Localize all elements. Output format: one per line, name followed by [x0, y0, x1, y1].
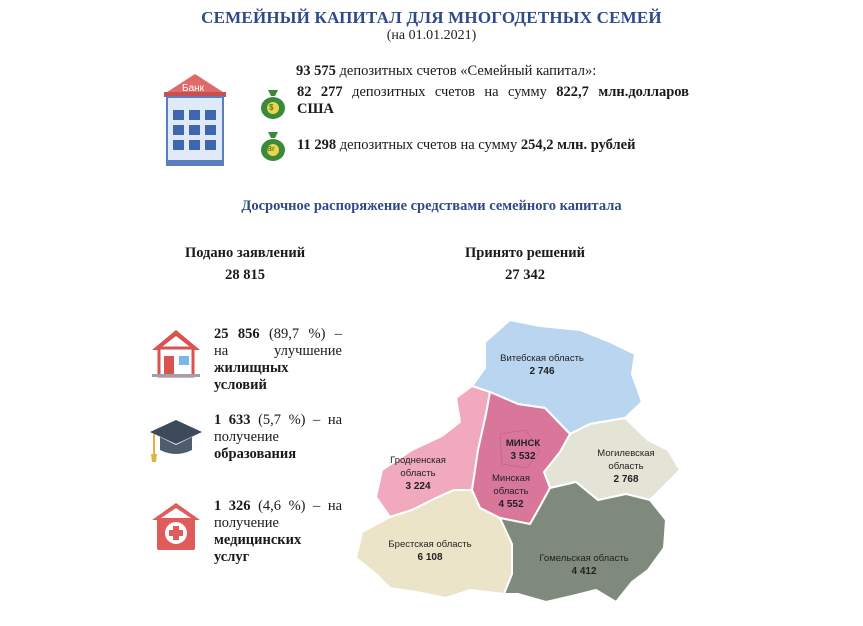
decisions-label: Принято решений	[465, 245, 585, 261]
accounts-byr-text: депозитных счетов на сумму	[339, 137, 518, 153]
housing-text	[214, 326, 342, 394]
medical-count: 1 326	[214, 498, 251, 514]
accounts-total-count: 93 575	[296, 63, 336, 79]
housing-word: улучшение	[274, 343, 342, 359]
medical-text	[214, 498, 342, 566]
bank-label: Банк	[182, 83, 205, 94]
education-dash: – на	[313, 412, 343, 428]
accounts-usd-amount-cont: США	[297, 101, 334, 117]
housing-percent: (89,7 %)	[268, 326, 326, 342]
applications-label: Подано заявлений	[184, 245, 306, 261]
decisions-value: 27 342	[505, 267, 545, 283]
page-title: СЕМЕЙНЫЙ КАПИТАЛ ДЛЯ МНОГОДЕТНЫХ СЕМЕЙ	[201, 8, 662, 27]
label-grodno	[378, 454, 458, 493]
label-minsk-city-value: 3 532	[510, 451, 536, 462]
label-brest-name: Брестская область	[388, 539, 472, 550]
accounts-byr-amount: 254,2 млн. рублей	[520, 137, 636, 153]
housing-bold2: условий	[214, 377, 267, 393]
label-minsk-region-name: Минская область	[491, 473, 530, 497]
label-minsk-city-name: МИНСК	[505, 438, 541, 449]
accounts-usd-text: депозитных счетов на сумму	[352, 84, 547, 100]
label-vitebsk	[492, 352, 592, 378]
label-grodno-value: 3 224	[405, 481, 431, 492]
housing-dash: –	[334, 326, 342, 342]
housing-bold1: жилищных	[214, 360, 289, 376]
house-icon	[150, 326, 202, 378]
label-mogilev-value: 2 768	[613, 474, 639, 485]
label-mogilev-name: Могилевская область	[597, 448, 655, 472]
graduation-cap-icon	[148, 416, 204, 466]
label-mogilev	[584, 447, 668, 486]
label-minsk-region-value: 4 552	[498, 499, 524, 510]
page-date: (на 01.01.2021)	[386, 28, 477, 43]
dollar-symbol: $	[269, 103, 274, 112]
section-title: Досрочное распоряжение средствами семейного капитала	[241, 198, 622, 214]
education-count: 1 633	[214, 412, 251, 428]
education-bold: образования	[214, 446, 297, 462]
accounts-byr-count: 11 298	[297, 137, 337, 153]
accounts-total	[296, 63, 596, 80]
medical-house-icon	[150, 500, 202, 552]
housing-count: 25 856	[214, 326, 260, 342]
accounts-total-text: депозитных счетов «Семейный капитал»:	[339, 63, 597, 79]
label-gomel-name: Гомельская область	[539, 553, 629, 564]
accounts-usd-count: 82 277	[297, 84, 343, 100]
label-gomel	[524, 552, 644, 578]
medical-percent: (4,6 %)	[258, 498, 306, 514]
label-brest-value: 6 108	[417, 552, 443, 563]
label-gomel-value: 4 412	[571, 566, 597, 577]
medical-line2: получение	[214, 515, 279, 531]
medical-bold1: медицинских	[214, 532, 302, 548]
education-line2: получение	[214, 429, 279, 445]
label-vitebsk-name: Витебская область	[500, 353, 584, 364]
ruble-symbol: Br	[267, 146, 275, 153]
medical-bold2: услуг	[214, 549, 250, 565]
housing-prefix: на	[214, 343, 229, 359]
label-grodno-name: Гродненская область	[390, 455, 446, 479]
education-percent: (5,7 %)	[258, 412, 306, 428]
label-vitebsk-value: 2 746	[529, 366, 555, 377]
accounts-byr	[297, 137, 635, 154]
label-minsk-city	[488, 437, 558, 463]
accounts-usd	[297, 84, 689, 118]
label-brest	[380, 538, 480, 564]
education-text	[214, 412, 342, 463]
label-minsk-region	[478, 472, 544, 511]
accounts-usd-amount: 822,7 млн.долларов	[556, 84, 690, 100]
medical-dash: – на	[313, 498, 343, 514]
applications-value: 28 815	[225, 267, 265, 283]
